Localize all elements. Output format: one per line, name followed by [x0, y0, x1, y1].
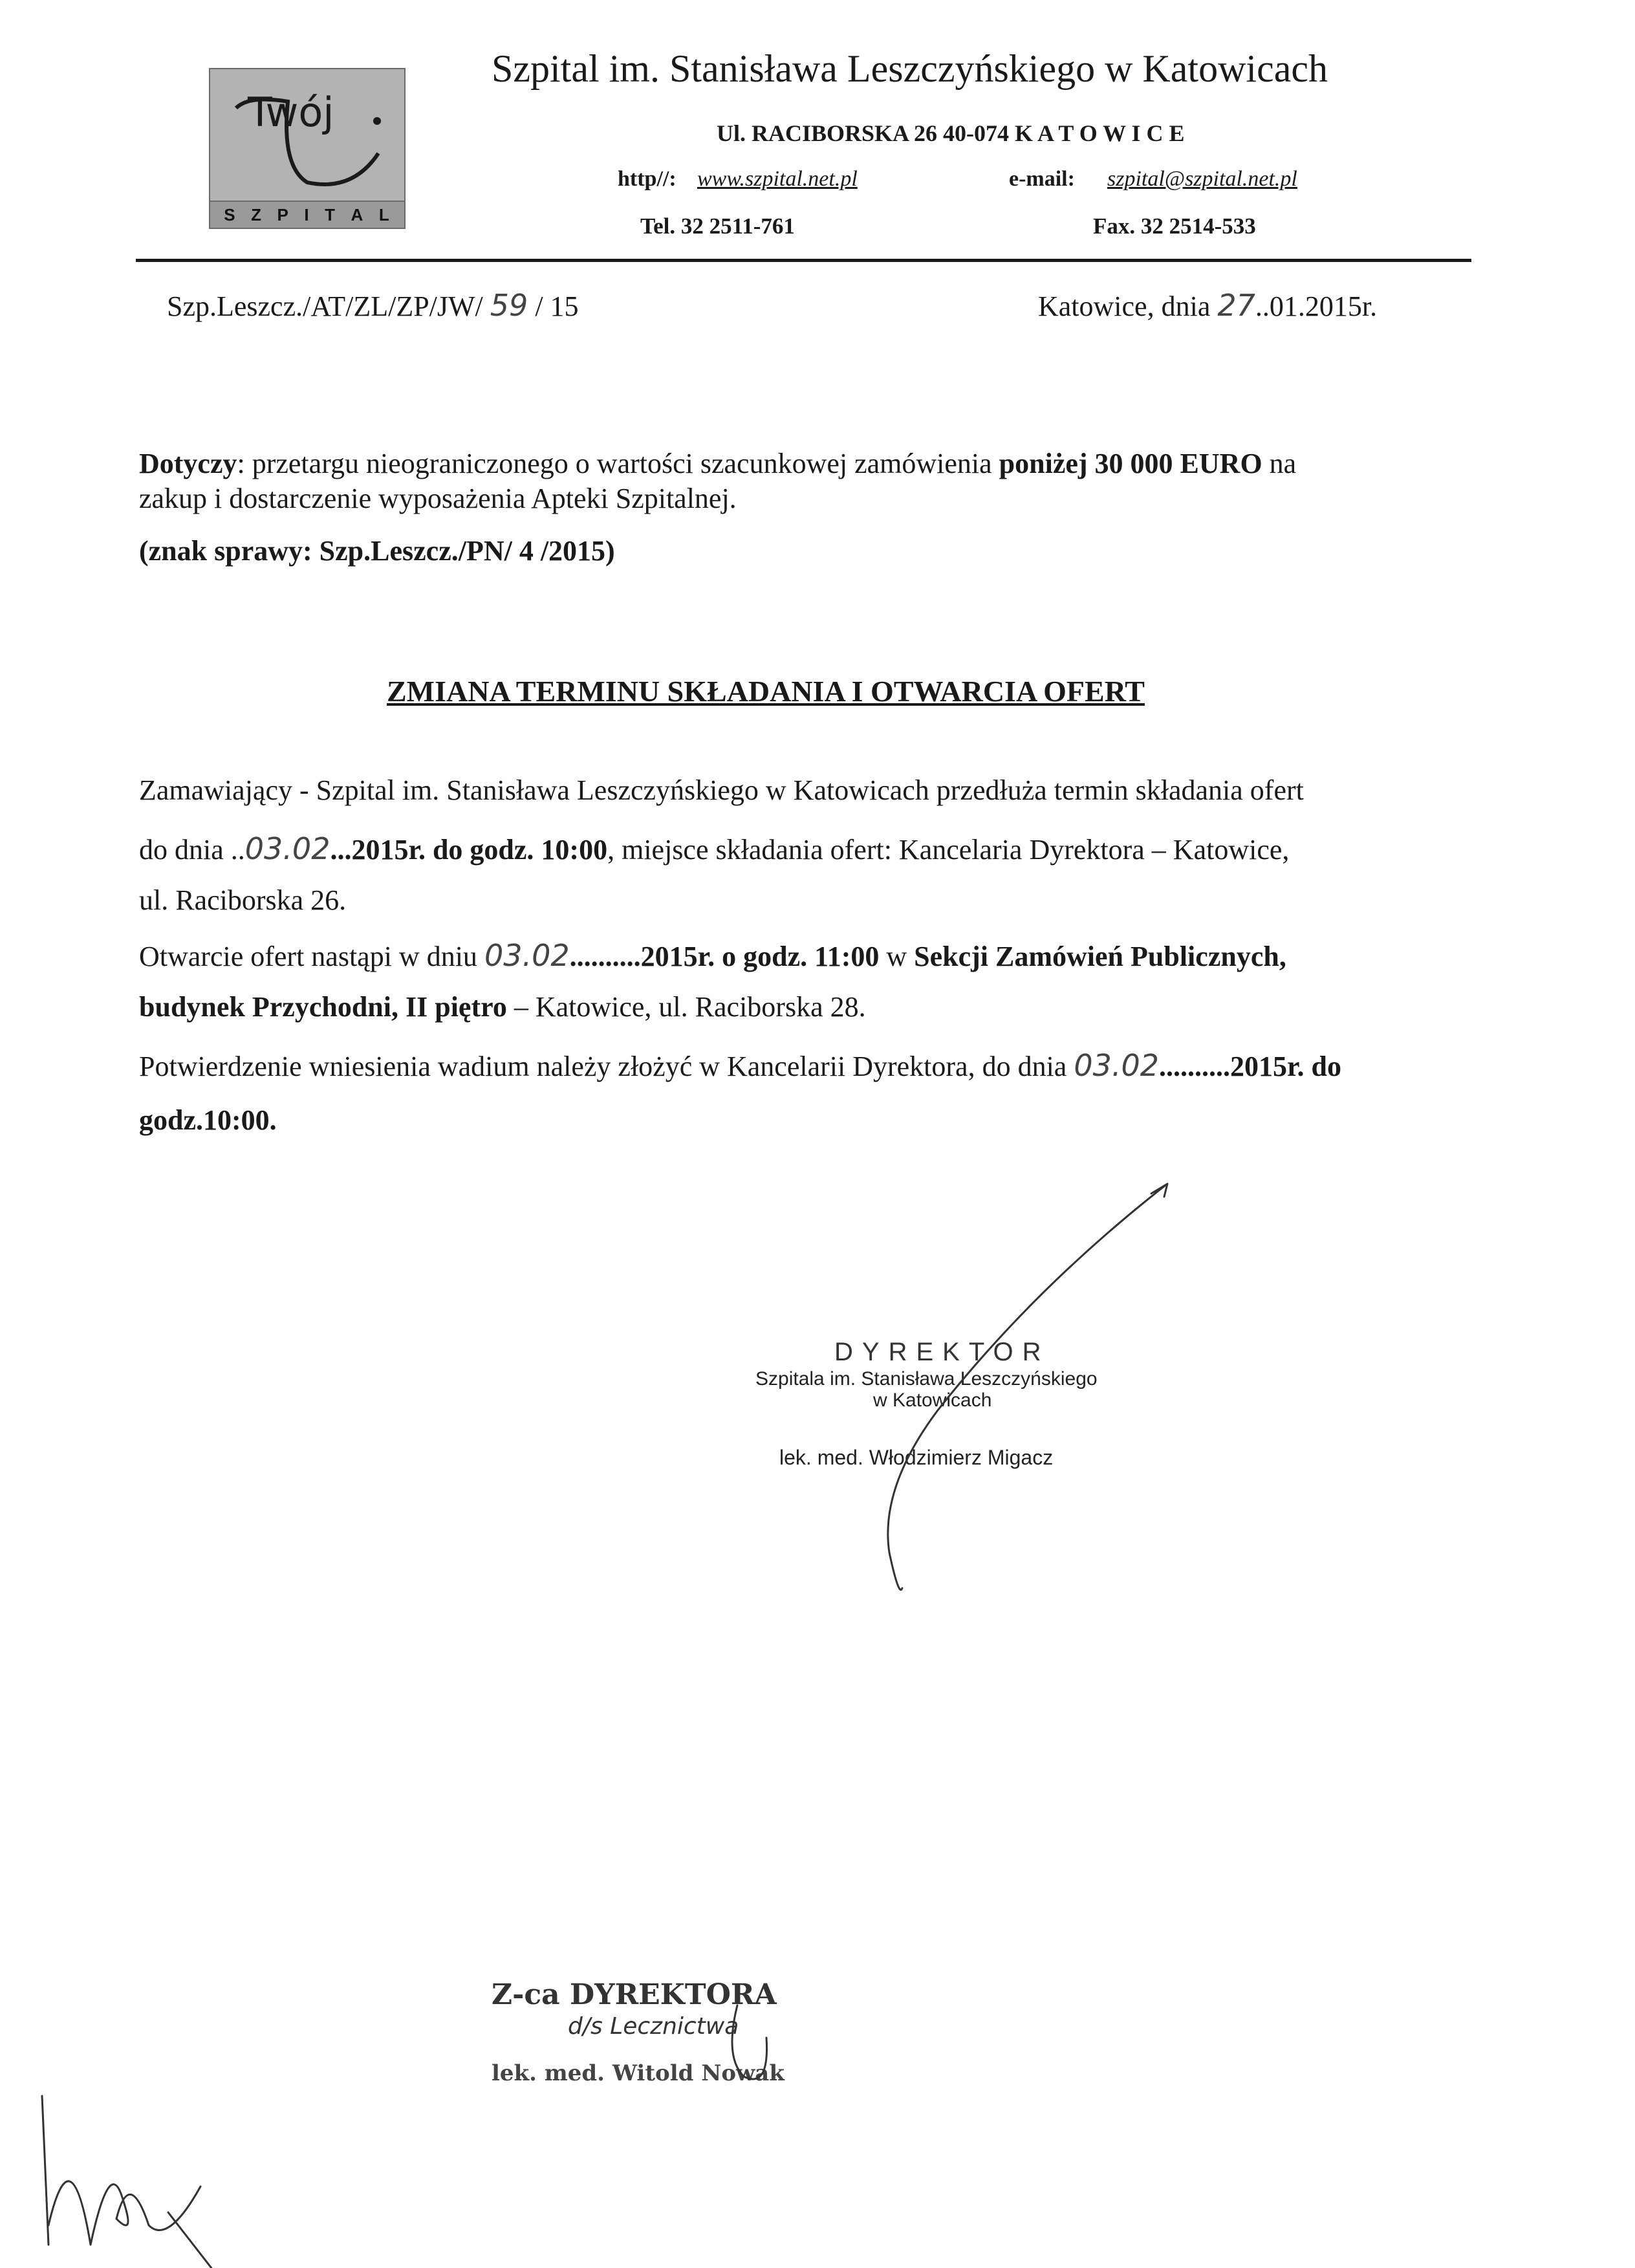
subject-line: Dotyczy: przetargu nieograniczonego o wartości szacunkowej zamówienia poniżej 30 000 EURO na	[139, 448, 1297, 479]
paragraph-3-line-1: Potwierdzenie wniesienia wadium należy złożyć w Kancelarii Dyrektora, do dnia 03.02..........2015r. do	[139, 1048, 1342, 1083]
handwritten-date-day: 27	[1217, 288, 1255, 323]
director-stamp-name: lek. med. Włodzimierz Migacz	[779, 1446, 1054, 1469]
notice-heading: ZMIANA TERMINU SKŁADANIA I OTWARCIA OFERT	[387, 675, 1145, 708]
fax-number: Fax. 32 2514-533	[1093, 213, 1256, 239]
director-stamp-city: w Katowicach	[873, 1390, 992, 1411]
website-link[interactable]: www.szpital.net.pl	[697, 167, 858, 191]
deputy-signature	[732, 2005, 767, 2079]
reference-number: Szp.Leszcz./AT/ZL/ZP/JW/ 59 / 15	[167, 288, 579, 323]
paragraph-1-line-2: do dnia ..03.02...2015r. do godz. 10:00, miejsce składania ofert: Kancelaria Dyrektora – Katowice,	[139, 831, 1290, 866]
paragraph-2-line-1: Otwarcie ofert nastąpi w dniu 03.02..........2015r. o godz. 11:00 w Sekcji Zamówień Publicznych,	[139, 938, 1286, 973]
handwritten-wadium-date: 03.02	[1074, 1048, 1160, 1083]
deputy-stamp-name: lek. med. Witold Nowak	[492, 2060, 785, 2086]
initials-signature	[42, 2096, 213, 2268]
phone-number: Tel. 32 2511-761	[640, 213, 795, 239]
paragraph-3-line-2: godz.10:00.	[139, 1104, 277, 1136]
subject-line-2: zakup i dostarczenie wyposażenia Apteki Szpitalnej.	[139, 483, 737, 514]
handwritten-ref-number: 59	[490, 288, 528, 323]
email-label: e-mail:	[1009, 167, 1075, 191]
case-reference: (znak sprawy: Szp.Leszcz./PN/ 4 /2015)	[139, 535, 615, 567]
hospital-address: Ul. RACIBORSKA 26 40-074 K A T O W I C E	[717, 120, 1185, 146]
website-label: http//:	[618, 167, 677, 191]
paragraph-1-line-3: ul. Raciborska 26.	[139, 884, 347, 916]
director-stamp-hospital: Szpitala im. Stanisława Leszczyńskiego	[755, 1368, 1098, 1390]
handwritten-opening-date: 03.02	[484, 938, 570, 973]
handwritten-deadline-date: 03.02	[244, 831, 330, 866]
email-link[interactable]: szpital@szpital.net.pl	[1107, 167, 1297, 191]
paragraph-2-line-2: budynek Przychodni, II piętro – Katowice, ul. Raciborska 28.	[139, 991, 866, 1023]
logo-band: S Z P I T A L	[210, 201, 404, 228]
hospital-name: Szpital im. Stanisława Leszczyńskiego w Katowicach	[492, 47, 1328, 90]
paragraph-1-line-1: Zamawiający - Szpital im. Stanisława Leszczyńskiego w Katowicach przedłuża termin składania ofert	[139, 774, 1304, 806]
deputy-stamp-department: d/s Lecznictwa	[568, 2013, 739, 2040]
director-stamp-title: DYREKTOR	[834, 1338, 1050, 1366]
director-signature	[888, 1184, 1167, 1590]
document-date: Katowice, dnia 27..01.2015r.	[1038, 288, 1378, 323]
logo-word: Twój	[248, 89, 334, 136]
deputy-stamp-title: Z-ca DYREKTORA	[492, 1978, 777, 2011]
